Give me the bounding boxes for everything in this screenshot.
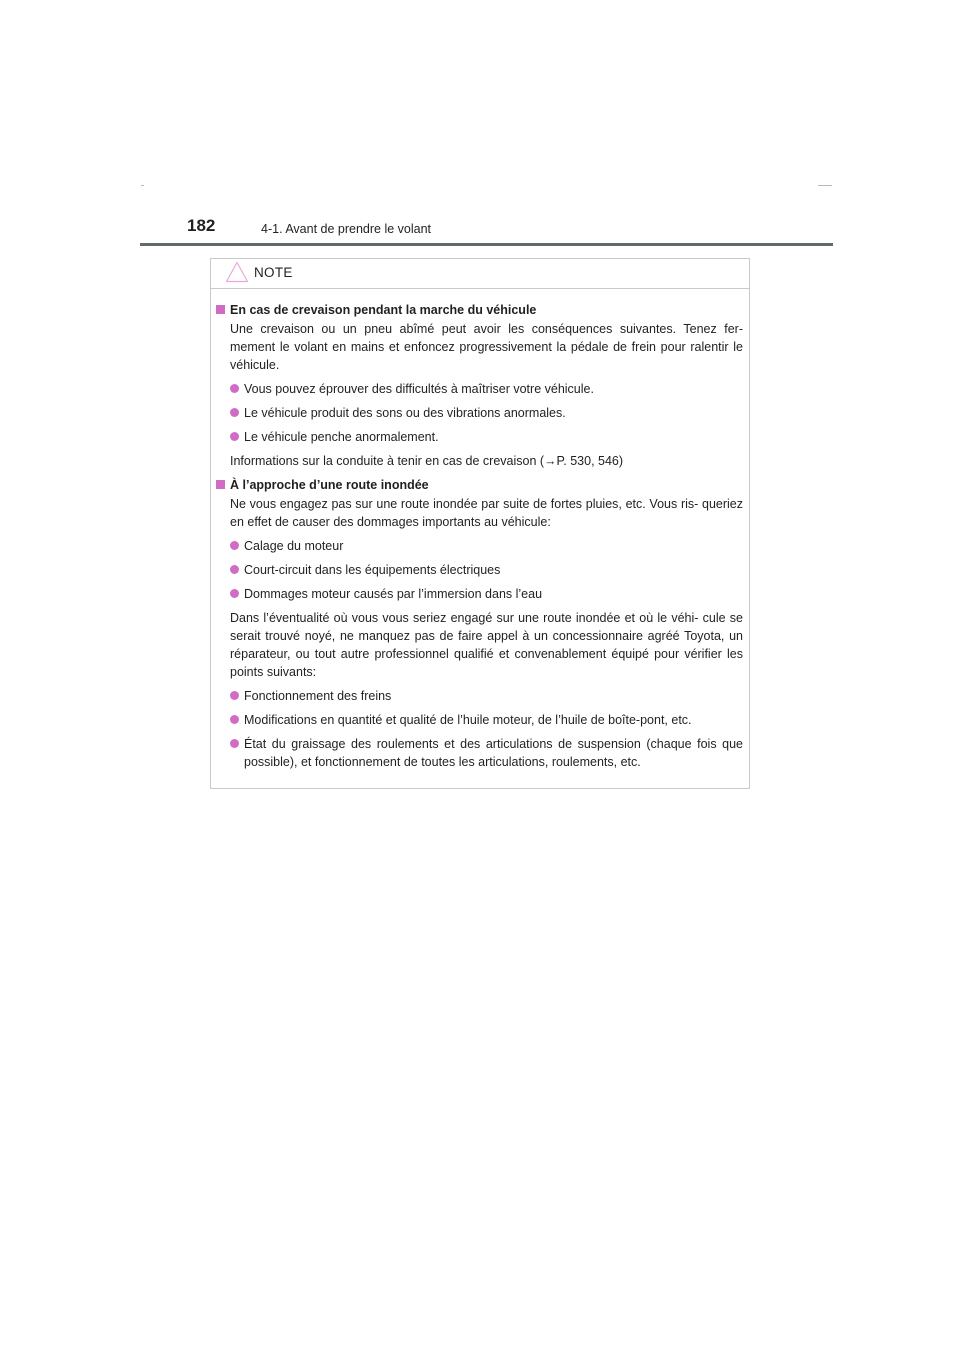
note-box [210,258,750,789]
note-label: NOTE [254,265,293,280]
circle-bullet-icon [230,691,239,700]
circle-bullet-icon [230,565,239,574]
square-bullet-icon [216,480,225,489]
circle-bullet-icon [230,384,239,393]
section-middle-paragraph: Dans l’éventualité où vous vous seriez engagé sur une route inondée et où le véhi- cule se serait trouvé noyé, ne manquez pas de faire appel à un concessionnaire agréé Toyota, un réparateur, ou tout autre professionnel qualifié et convenablement équipé pour vérifier les points suivants: [230,611,743,679]
list-item: Modifications en quantité et qualité de l’huile moteur, de l’huile de boîte-pont, etc. [216,711,743,729]
circle-bullet-icon [230,715,239,724]
circle-bullet-icon [230,541,239,550]
note-body [211,289,749,771]
page-number: 182 [187,216,216,235]
list-item: Court-circuit dans les équipements électriques [216,561,743,579]
crop-mark-right [818,185,832,186]
header-rule [140,243,833,246]
section-intro: Ne vous engagez pas sur une route inondée par suite de fortes pluies, etc. Vous ris- queriez en effet de causer des dommages importants au véhicule: [230,497,743,529]
list-item: Calage du moteur [216,537,743,555]
warning-triangle-icon [225,261,249,283]
circle-bullet-icon [230,739,239,748]
section-title: 4-1. Avant de prendre le volant [261,222,432,236]
note-header [211,259,749,289]
list-item: Le véhicule produit des sons ou des vibrations anormales. [216,404,743,422]
crevaison-reference: Informations sur la conduite à tenir en cas de crevaison (→P. 530, 546) [230,454,624,468]
list-item: Le véhicule penche anormalement. [216,428,743,446]
circle-bullet-icon [230,408,239,417]
crop-mark-left [141,185,144,186]
section-heading: À l’approche d’une route inondée [216,476,743,494]
section-heading: En cas de crevaison pendant la marche du véhicule [216,301,743,319]
circle-bullet-icon [230,589,239,598]
list-item: Fonctionnement des freins [216,687,743,705]
square-bullet-icon [216,305,225,314]
list-item: Dommages moteur causés par l’immersion dans l’eau [216,585,743,603]
list-item: Vous pouvez éprouver des difficultés à maîtriser votre véhicule. [216,380,743,398]
section-intro: Une crevaison ou un pneu abîmé peut avoir les conséquences suivantes. Tenez fer- mement le volant en mains et enfoncez progressivement la pédale de frein pour ralentir le véhicule. [230,322,743,372]
list-item: État du graissage des roulements et des articulations de suspension (chaque fois que possible), et fonctionnement de toutes les articulations, roulements, etc. [216,735,743,771]
circle-bullet-icon [230,432,239,441]
